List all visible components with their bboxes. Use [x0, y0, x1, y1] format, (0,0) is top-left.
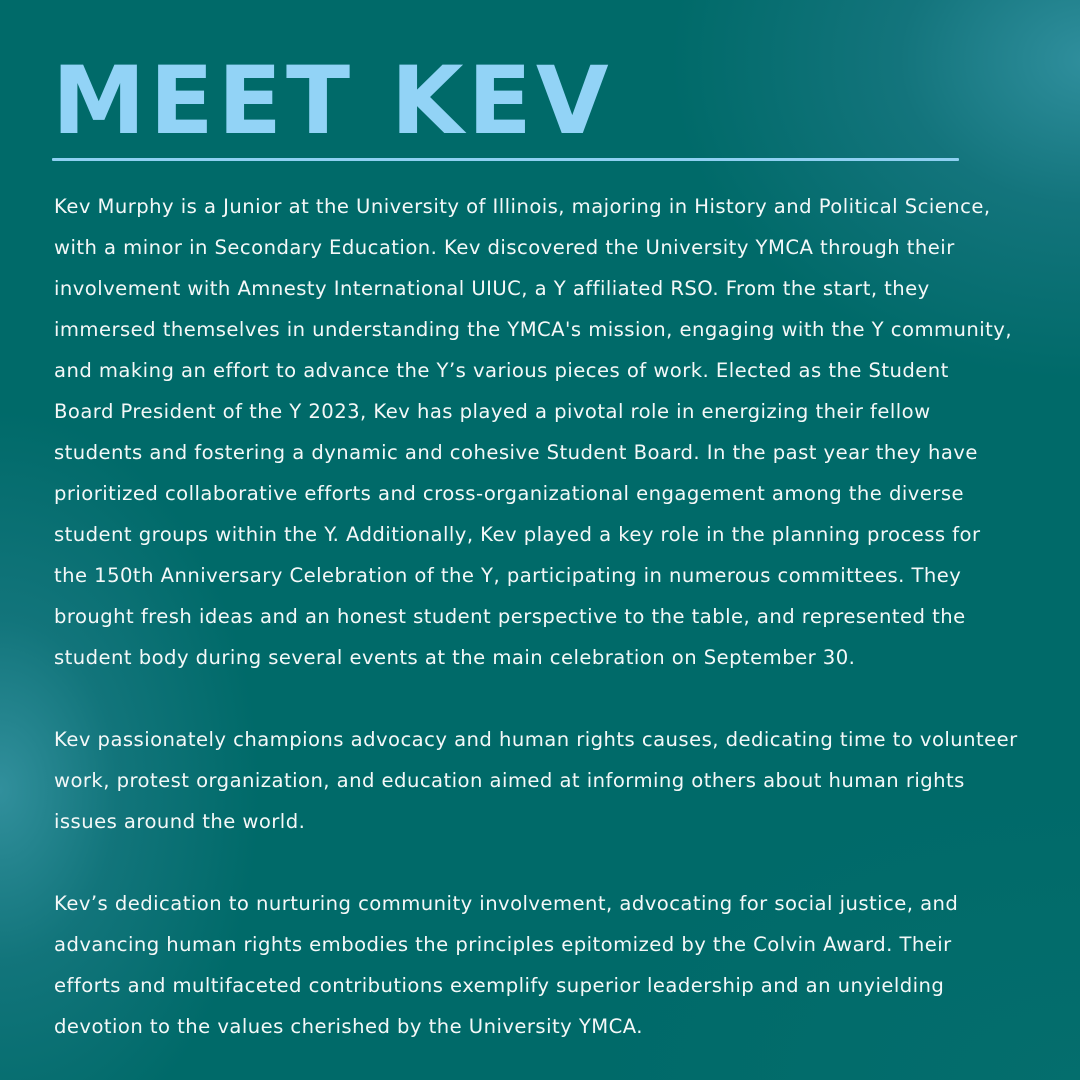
text-line: prioritized collaborative efforts and cross-organizational engagement among the diverse: [54, 482, 964, 505]
text-line: Kev’s dedication to nurturing community involvement, advocating for social justice, and: [54, 892, 959, 915]
text-line: Board President of the Y 2023, Kev has played a pivotal role in energizing their fellow: [54, 400, 931, 423]
text-line: advancing human rights embodies the principles epitomized by the Colvin Award. Their: [54, 933, 952, 956]
text-line: student groups within the Y. Additionally, Kev played a key role in the planning process for: [54, 523, 981, 546]
text-line: immersed themselves in understanding the YMCA's mission, engaging with the Y community,: [54, 318, 1012, 341]
title-underline-divider: [52, 158, 959, 161]
text-line: issues around the world.: [54, 810, 306, 833]
text-line: devotion to the values cherished by the University YMCA.: [54, 1015, 643, 1038]
page-title: MEET KEV: [52, 47, 613, 156]
bio-body: [54, 186, 1044, 1047]
bio-paragraph-background: [54, 186, 1044, 678]
text-line: and making an effort to advance the Y’s various pieces of work. Elected as the Student: [54, 359, 949, 382]
text-line: work, protest organization, and education aimed at informing others about human rights: [54, 769, 965, 792]
text-line: brought fresh ideas and an honest student perspective to the table, and represented the: [54, 605, 966, 628]
bio-paragraph-advocacy: [54, 719, 1044, 842]
text-line: Kev passionately champions advocacy and human rights causes, dedicating time to volunteer: [54, 728, 1018, 751]
text-line: with a minor in Secondary Education. Kev discovered the University YMCA through their: [54, 236, 955, 259]
bio-paragraph-colvin-award: [54, 883, 1044, 1047]
text-line: student body during several events at the main celebration on September 30.: [54, 646, 856, 669]
text-line: Kev Murphy is a Junior at the University of Illinois, majoring in History and Political Science,: [54, 195, 991, 218]
text-line: involvement with Amnesty International UIUC, a Y affiliated RSO. From the start, they: [54, 277, 930, 300]
text-line: the 150th Anniversary Celebration of the Y, participating in numerous committees. They: [54, 564, 962, 587]
text-line: students and fostering a dynamic and cohesive Student Board. In the past year they have: [54, 441, 978, 464]
text-line: efforts and multifaceted contributions exemplify superior leadership and an unyielding: [54, 974, 945, 997]
